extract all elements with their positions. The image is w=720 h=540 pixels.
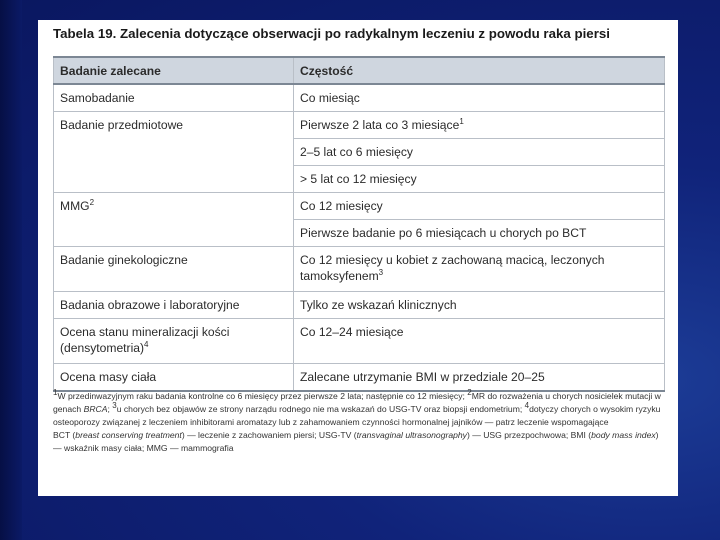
footnote-ref: 3 bbox=[378, 267, 384, 277]
frequency-cell: Zalecane utrzymanie BMI w przedziale 20–25 bbox=[294, 364, 665, 392]
abbr-text: BCT ( bbox=[53, 430, 76, 440]
frequency-text: Co 12 miesięcy u kobiet z zachowaną macicą, leczonych tamoksyfenem bbox=[300, 253, 605, 283]
table-row bbox=[54, 319, 665, 364]
footnote-italic: BRCA bbox=[83, 404, 108, 414]
footnote-marker: 1 bbox=[53, 388, 58, 398]
slide-left-stripe bbox=[0, 0, 22, 540]
footnote-ref: 2 bbox=[89, 197, 95, 207]
abbr-italic: transvaginal ultrasonography bbox=[356, 430, 467, 440]
frequency-cell: Co 12 miesięcy bbox=[294, 193, 665, 220]
abbreviations-paragraph bbox=[53, 429, 665, 455]
frequency-cell: Tylko ze wskazań klinicznych bbox=[294, 292, 665, 319]
header-exam: Badanie zalecane bbox=[54, 57, 294, 84]
abbr-italic: breast conserving treatment bbox=[75, 430, 182, 440]
follow-up-table bbox=[53, 56, 665, 392]
frequency-cell bbox=[294, 247, 665, 292]
exam-cell: Ocena masy ciała bbox=[54, 364, 294, 392]
exam-cell: Badanie ginekologiczne bbox=[54, 247, 294, 292]
frequency-text: Pierwsze 2 lata co 3 miesiące bbox=[300, 118, 460, 132]
frequency-cell: Co miesiąc bbox=[294, 84, 665, 112]
abbr-text: ) — wskaźnik masy ciała; MMG — mammografia bbox=[53, 430, 659, 453]
table-row bbox=[54, 247, 665, 292]
footnote-marker: 3 bbox=[112, 401, 117, 411]
abbr-text: ) — USG przezpochwowa; BMI ( bbox=[466, 430, 592, 440]
table-footnotes bbox=[53, 390, 665, 455]
footnote-marker: 2 bbox=[467, 388, 472, 398]
footnote-text: dotyczy chorych o wysokim ryzyku osteoporozy związanej z leczeniem inhibitorami aromatazy lub z zahamowaniem czynności hormonalnej jajników — patrz leczenie wspomagające bbox=[53, 404, 661, 427]
abbr-italic: body mass index bbox=[591, 430, 656, 440]
footnote-text: MR do rozważenia u chorych nosicielek mutacji w genach bbox=[53, 391, 661, 414]
table-title: Tabela 19. Zalecenia dotyczące obserwacji po radykalnym leczeniu z powodu raka piersi bbox=[53, 26, 610, 41]
frequency-cell: 2–5 lat co 6 miesięcy bbox=[294, 139, 665, 166]
exam-cell: Badania obrazowe i laboratoryjne bbox=[54, 292, 294, 319]
frequency-cell: > 5 lat co 12 miesięcy bbox=[294, 166, 665, 193]
footnote-paragraph: $^1$W przedinwazyjnym raku badania kontrolne co 6 miesięcy przez pierwsze 2 lata; następnie co 12 miesięcy; $^2$MR do rozważenia u chorych nosicielek mutacji w genach BRCA; $^3$u chorych bez objawów ze strony narządu rodnego nie ma wskazań do USG-TV oraz biopsji endometrium; $^4$dotyczy chorych o wysokim ryzyku osteoporozy związanej z leczeniem inhibitorami aromatazy lub z zahamowaniem czynności hormonalnej jajników — patrz leczenie wspomagające bbox=[53, 388, 661, 427]
exam-cell: Badanie przedmiotowe bbox=[54, 112, 294, 193]
footnote-marker: 4 bbox=[524, 401, 530, 411]
exam-text: MMG bbox=[60, 199, 90, 213]
footnote-text: u chorych bez objawów ze strony narządu rodnego nie ma wskazań do USG-TV oraz biopsji endometrium; bbox=[116, 404, 523, 414]
exam-text: Ocena stanu mineralizacji kości (densytometria) bbox=[60, 325, 230, 355]
footnote-ref: 4 bbox=[144, 339, 149, 349]
table-row bbox=[54, 112, 665, 139]
table-row bbox=[54, 193, 665, 220]
exam-cell bbox=[54, 193, 294, 247]
abbr-text: ) — leczenie z zachowaniem piersi; USG-TV ( bbox=[181, 430, 357, 440]
footnote-text: W przedinwazyjnym raku badania kontrolne co 6 miesięcy przez pierwsze 2 lata; następnie co 12 miesięcy; bbox=[57, 391, 465, 401]
table-row bbox=[54, 364, 665, 392]
exam-cell bbox=[54, 319, 294, 364]
footnote-ref: 1 bbox=[459, 116, 464, 126]
exam-cell: Samobadanie bbox=[54, 84, 294, 112]
header-frequency: Częstość bbox=[294, 57, 665, 84]
frequency-cell bbox=[294, 112, 665, 139]
document-page bbox=[38, 20, 678, 496]
frequency-cell: Co 12–24 miesiące bbox=[294, 319, 665, 364]
table-row bbox=[54, 292, 665, 319]
frequency-cell: Pierwsze badanie po 6 miesiącach u chorych po BCT bbox=[294, 220, 665, 247]
table-header-row bbox=[54, 57, 665, 84]
table-row bbox=[54, 84, 665, 112]
